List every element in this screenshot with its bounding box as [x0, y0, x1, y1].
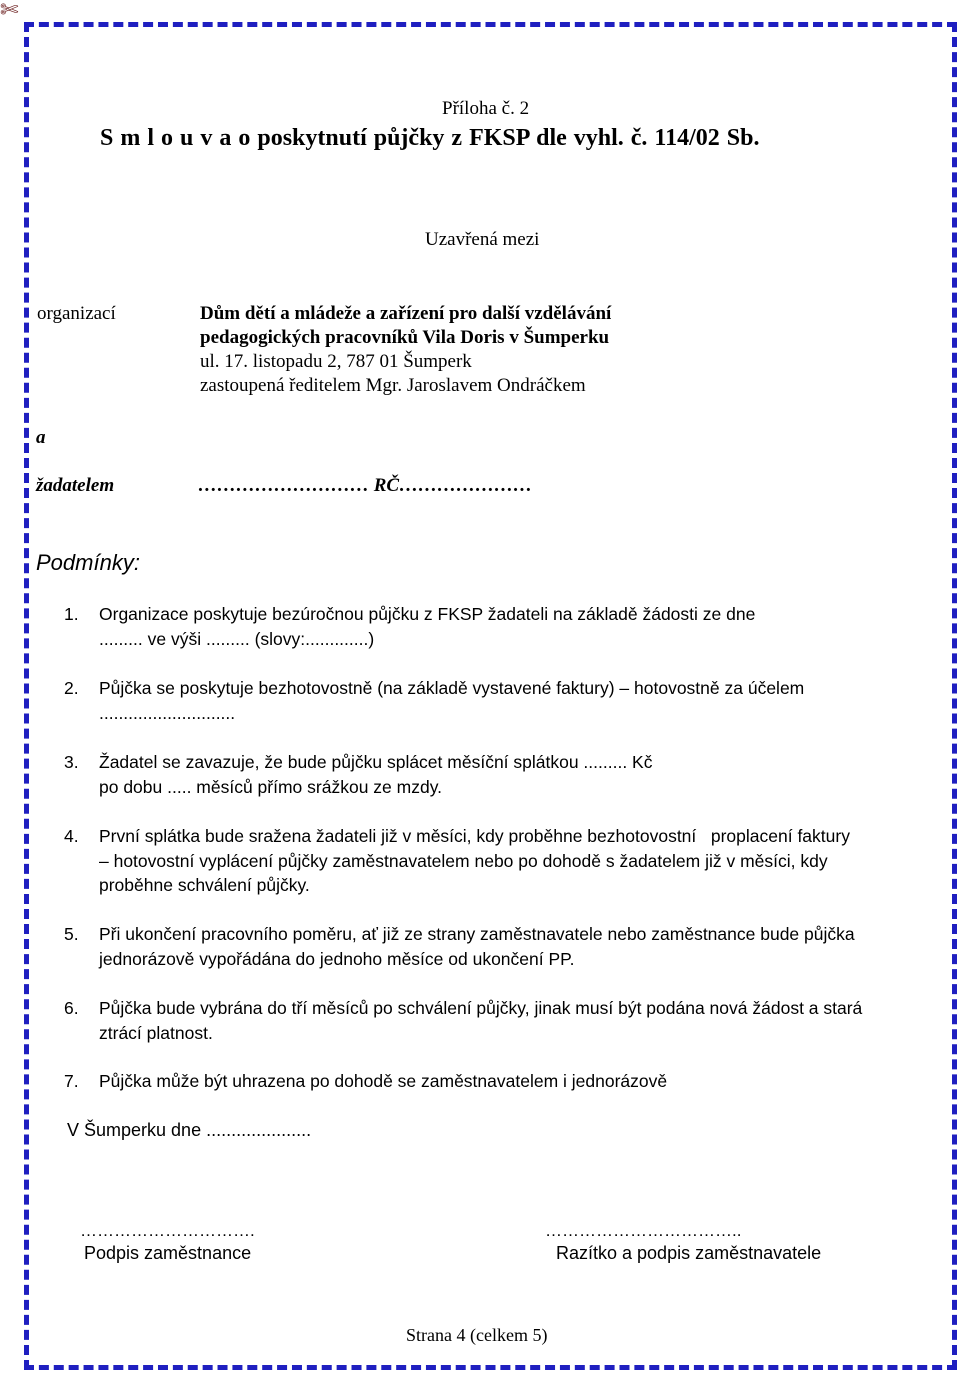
place-date-line: V Šumperku dne ..................... — [67, 1120, 312, 1140]
condition-line: proběhne schválení půjčky. — [99, 875, 310, 895]
condition-line: ............................ — [99, 702, 236, 723]
condition-number: 6. — [64, 998, 79, 1018]
organization-representative: zastoupená ředitelem Mgr. Jaroslavem Ondráčkem — [200, 375, 586, 396]
condition-line: jednorázově vypořádána do jednoho měsíce od ukončení PP. — [99, 948, 575, 969]
condition-number: 2. — [64, 678, 79, 698]
condition-item-7 — [99, 1069, 941, 1094]
organization-name-line2: pedagogických pracovníků Vila Doris v Šumperku — [200, 327, 610, 348]
condition-line: Půjčka se poskytuje bezhotovostně (na základě vystavené faktury) – hotovostně za účelem — [99, 678, 805, 698]
condition-line: po dobu ..... měsíců přímo srážkou ze mzdy. — [99, 776, 443, 797]
applicant-fill-line: ……………………… RČ………………… — [198, 475, 533, 496]
organization-label: organizací — [37, 303, 116, 324]
and-word: a — [36, 427, 46, 448]
employee-signature-label: Podpis zaměstnance — [84, 1243, 252, 1263]
condition-line: – hotovostní vyplácení půjčky zaměstnavatelem nebo po dohodě s žadatelem již v měsíci, kdy — [99, 850, 828, 871]
condition-line: Organizace poskytuje bezúročnou půjčku z FKSP žadateli na základě žádosti ze dne — [99, 604, 756, 624]
conditions-heading: Podmínky: — [36, 550, 140, 575]
condition-line: Půjčka může být uhrazena po dohodě se zaměstnavatelem i jednorázově — [99, 1071, 668, 1091]
attachment-label: Příloha č. 2 — [442, 98, 530, 119]
employer-signature-dots: …………………………….. — [545, 1221, 742, 1240]
scissors-icon: ✄ — [0, 0, 19, 23]
condition-item-6 — [99, 996, 941, 1045]
condition-item-2 — [99, 676, 941, 725]
condition-line: Při ukončení pracovního poměru, ať již ze strany zaměstnavatele nebo zaměstnance bude půjčka — [99, 924, 855, 944]
condition-item-4 — [99, 824, 941, 898]
concluded-between: Uzavřená mezi — [425, 229, 540, 250]
organization-name-line1: Dům dětí a mládeže a zařízení pro další vzdělávání — [200, 303, 612, 324]
condition-line: ztrácí platnost. — [99, 1022, 213, 1043]
page-footer: Strana 4 (celkem 5) — [406, 1325, 548, 1345]
applicant-label: žadatelem — [36, 475, 115, 496]
condition-number: 5. — [64, 924, 79, 944]
condition-number: 4. — [64, 826, 79, 846]
condition-line: První splátka bude sražena žadateli již v měsíci, kdy proběhne bezhotovostní proplacení faktury — [99, 826, 850, 846]
organization-address: ul. 17. listopadu 2, 787 01 Šumperk — [200, 351, 472, 372]
employee-signature-dots: …………………………. — [80, 1221, 255, 1240]
condition-line: ......... ve výši ......... (slovy:.............) — [99, 628, 375, 649]
employer-signature-label: Razítko a podpis zaměstnavatele — [556, 1243, 822, 1263]
condition-number: 3. — [64, 752, 79, 772]
condition-item-1 — [99, 602, 941, 651]
condition-number: 7. — [64, 1071, 79, 1091]
condition-line: Půjčka bude vybrána do tří měsíců po schválení půjčky, jinak musí být podána nová žádost a stará — [99, 998, 863, 1018]
condition-item-5 — [99, 922, 941, 971]
condition-item-3 — [99, 750, 941, 799]
page-title: S m l o u v a o poskytnutí půjčky z FKSP dle vyhl. č. 114/02 Sb. — [100, 125, 760, 151]
condition-line: Žadatel se zavazuje, že bude půjčku splácet měsíční splátkou ......... Kč — [99, 752, 653, 772]
condition-number: 1. — [64, 604, 79, 624]
